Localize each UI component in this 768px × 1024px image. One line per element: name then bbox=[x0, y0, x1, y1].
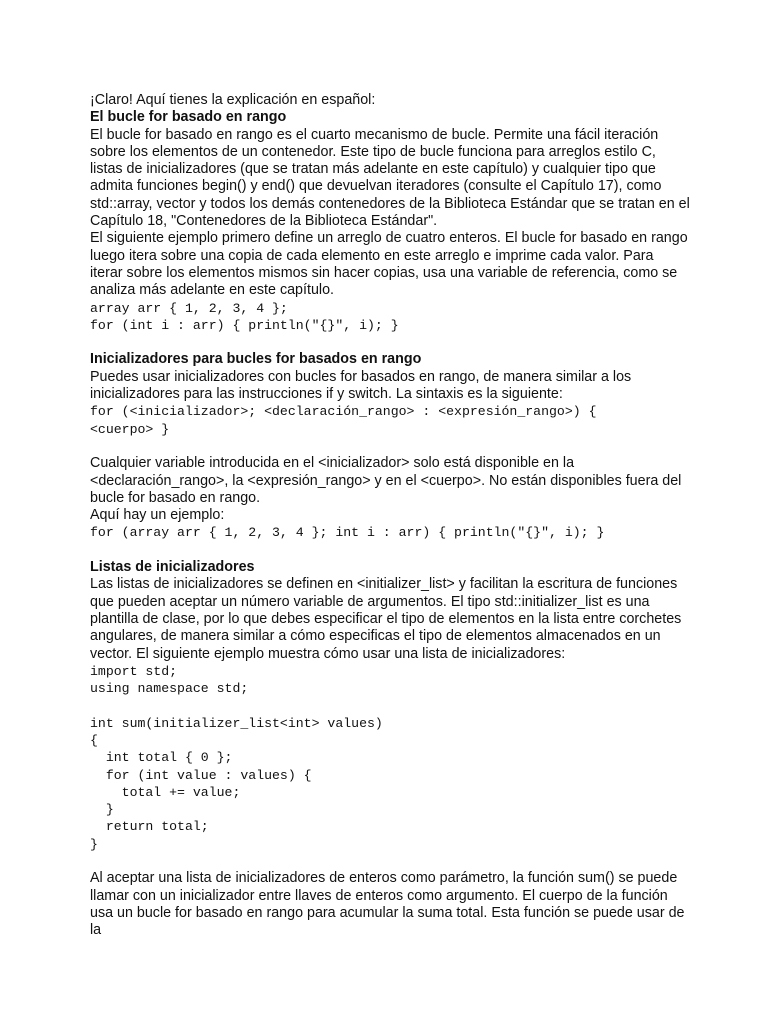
paragraph-initializers-syntax-intro: Puedes usar inicializadores con bucles for basados en rango, de manera similar a los inicializadores para las instrucciones if y switch. La sintaxis es la siguiente: bbox=[90, 368, 632, 403]
paragraph-range-for-description: El bucle for basado en rango es el cuarto mecanismo de bucle. Permite una fácil iteración sobre los elementos de un contenedor. Este tipo de bucle funciona para arreglos estilo C, listas de inicializadores (que se tratan más adelante en este capítulo) y cualquier tipo que admita funciones begin() y end() que devuelvan iteradores (consulte el Capítulo 17), como std::array, vector y todos los demás contenedores de la Biblioteca Estándar que se tratan en el Capítulo 18, "Contenedores de la Biblioteca Estándar". bbox=[90, 126, 690, 230]
paragraph-range-for-example-intro: El siguiente ejemplo primero define un arreglo de cuatro enteros. El bucle for basado en rango luego itera sobre una copia de cada elemento en este arreglo e imprime cada valor. Para iterar sobre los elementos mismos sin hacer copias, usa una variable de referencia, como se analiza más adelante en este capítulo. bbox=[90, 230, 688, 299]
paragraph-initializer-scope: Cualquier variable introducida en el <inicializador> solo está disponible en la <declaración_rango>, la <expresión_rango> y en el <cuerpo>. No están disponibles fuera del bucle for basado en rango. bbox=[90, 455, 682, 506]
paragraph-sum-explanation: Al aceptar una lista de inicializadores de enteros como parámetro, la función sum() se puede llamar con un inicializador entre llaves de enteros como argumento. El cuerpo de la función usa un bucle for basado en rango para acumular la suma total. Esta función se puede usar de la bbox=[90, 870, 685, 939]
spacer bbox=[90, 542, 690, 559]
paragraph-initializer-lists-description: Las listas de inicializadores se definen en <initializer_list> y facilitan la escritura de funciones que pueden aceptar un número variable de argumentos. El tipo std::initializer_list es una plantilla de clase, por lo que debes especificar el tipo de elementos en la lista entre corchetes angulares, de manera similar a cómo especificas el tipo de elementos almacenados en un vector. El siguiente ejemplo muestra cómo usar una lista de inicializadores: bbox=[90, 576, 682, 662]
document-page bbox=[90, 92, 690, 940]
paragraph-example-label: Aquí hay un ejemplo: bbox=[90, 507, 225, 524]
intro-line: ¡Claro! Aquí tienes la explicación en español: bbox=[90, 92, 376, 108]
code-initializer-example: for (array arr { 1, 2, 3, 4 }; int i : arr) { println("{}", i); } bbox=[90, 525, 605, 541]
spacer bbox=[90, 853, 690, 870]
spacer bbox=[90, 438, 690, 455]
heading-range-based-for: El bucle for basado en rango bbox=[90, 109, 287, 126]
heading-initializers-range-for: Inicializadores para bucles for basados en rango bbox=[90, 351, 422, 368]
spacer bbox=[90, 334, 690, 351]
code-range-for-example: array arr { 1, 2, 3, 4 }; for (int i : arr) { println("{}", i); } bbox=[90, 300, 399, 333]
code-initializer-syntax: for (<inicializador>; <declaración_rango> : <expresión_rango>) { <cuerpo> } bbox=[90, 404, 597, 437]
heading-initializer-lists: Listas de inicializadores bbox=[90, 559, 255, 576]
code-sum-function: import std; using namespace std; int sum(initializer_list<int> values) { int total { 0 }; for (int value : values) { total += value; } return total; } bbox=[90, 663, 383, 852]
